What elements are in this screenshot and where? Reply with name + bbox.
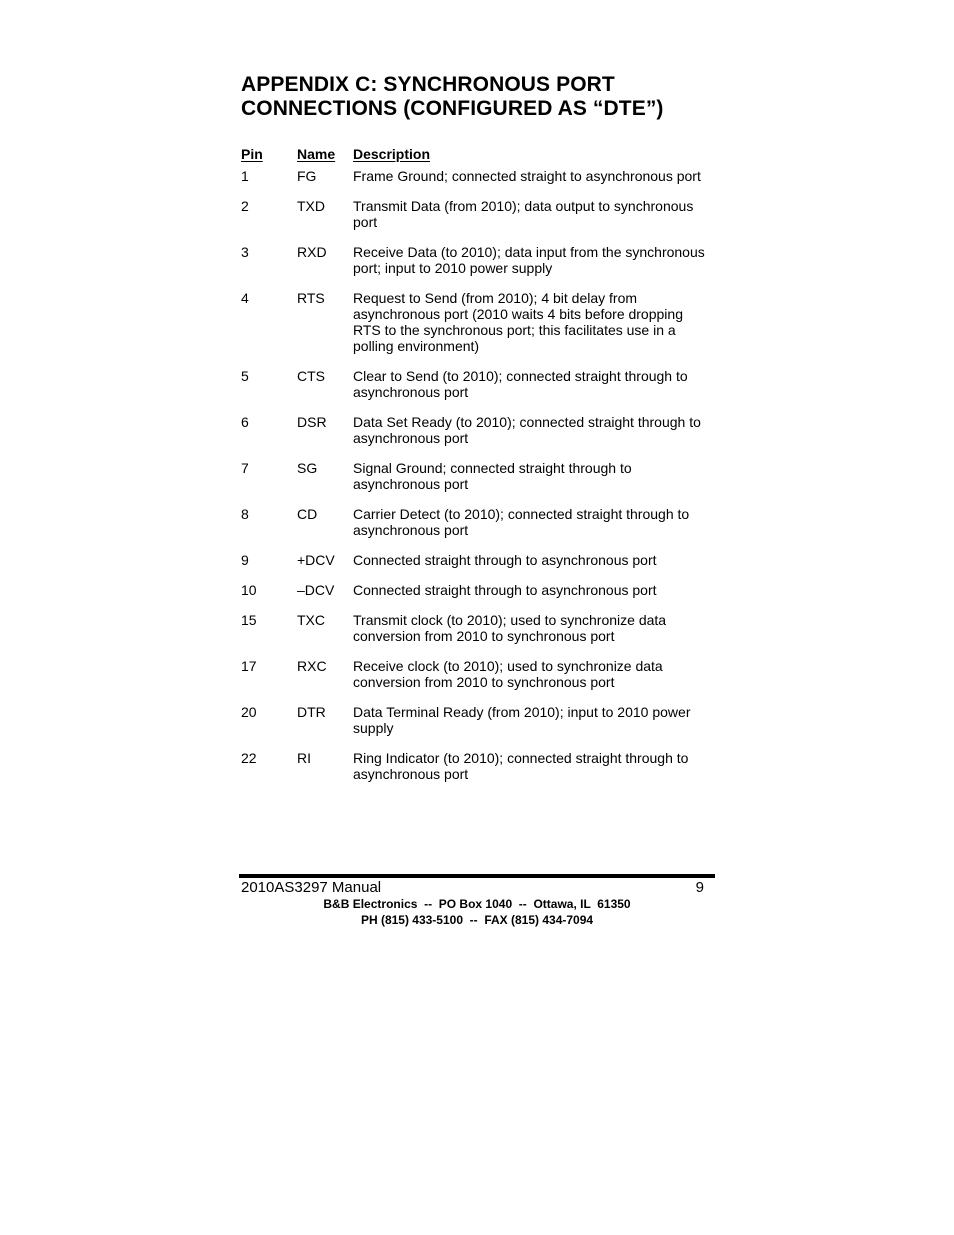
name-cell: RXC [297,658,327,674]
description-cell: Transmit clock (to 2010); used to synchronize data conversion from 2010 to synchronous port [353,612,667,644]
table-row [241,414,716,446]
pin-cell: 9 [241,552,249,568]
pin-cell: 5 [241,368,249,384]
pin-cell: 6 [241,414,249,430]
pin-cell: 3 [241,244,249,260]
table-row [241,658,716,690]
header-pin: Pin [241,146,263,162]
description-cell: Transmit Data (from 2010); data output to synchronous port [353,198,694,230]
table-row [241,368,716,400]
name-cell: –DCV [297,582,335,598]
table-row [241,506,716,538]
name-cell: RI [297,750,311,766]
footer-page-number: 9 [695,879,704,896]
table-row [241,612,716,644]
table-row [241,244,716,276]
page-title-line-2: CONNECTIONS (CONFIGURED AS “DTE”) [241,97,664,120]
table-row [241,704,716,736]
table-row [241,168,716,184]
page-title [241,73,761,121]
table-row [241,460,716,492]
pin-cell: 15 [241,612,257,628]
pin-cell: 17 [241,658,257,674]
pin-cell: 2 [241,198,249,214]
table-row [241,750,716,782]
description-cell: Ring Indicator (to 2010); connected straight through to asynchronous port [353,750,689,782]
pin-cell: 4 [241,290,249,306]
table-body [241,168,716,782]
description-cell: Frame Ground; connected straight to asynchronous port [353,168,701,184]
table-row [241,198,716,230]
pin-cell: 10 [241,582,257,598]
name-cell: +DCV [297,552,335,568]
name-cell: TXD [297,198,325,214]
footer-company-line: B&B Electronics -- PO Box 1040 -- Ottawa, IL 61350 [323,897,631,911]
name-cell: DSR [297,414,327,430]
description-cell: Signal Ground; connected straight through to asynchronous port [353,460,632,492]
pin-cell: 1 [241,168,249,184]
footer-rule [239,874,715,878]
name-cell: CD [297,506,318,522]
description-cell: Data Terminal Ready (from 2010); input to 2010 power supply [353,704,691,736]
footer-manual-title: 2010AS3297 Manual [241,879,382,896]
description-cell: Clear to Send (to 2010); connected straight through to asynchronous port [353,368,688,400]
description-cell: Receive clock (to 2010); used to synchronize data conversion from 2010 to synchronous port [353,658,663,690]
description-cell: Request to Send (from 2010); 4 bit delay from asynchronous port (2010 waits 4 bits before dropping RTS to the synchronous port; this facilitates use in a polling environment) [353,290,683,354]
name-cell: RXD [297,244,327,260]
table-row [241,290,716,354]
description-cell: Data Set Ready (to 2010); connected straight through to asynchronous port [353,414,701,446]
name-cell: CTS [297,368,325,384]
name-cell: DTR [297,704,326,720]
name-cell: SG [297,460,318,476]
pin-table [241,146,716,782]
pin-cell: 22 [241,750,257,766]
description-cell: Connected straight through to asynchronous port [353,552,657,568]
description-cell: Carrier Detect (to 2010); connected straight through to asynchronous port [353,506,690,538]
table-header [241,146,716,168]
pin-cell: 20 [241,704,257,720]
header-name: Name [297,146,336,162]
name-cell: RTS [297,290,325,306]
page-title-line-1: APPENDIX C: SYNCHRONOUS PORT [241,73,615,96]
name-cell: TXC [297,612,325,628]
pin-cell: 8 [241,506,249,522]
header-description: Description [353,146,431,162]
pin-cell: 7 [241,460,249,476]
name-cell: FG [297,168,317,184]
footer-contact-line: PH (815) 433-5100 -- FAX (815) 434-7094 [360,913,594,927]
description-cell: Receive Data (to 2010); data input from the synchronous port; input to 2010 power supply [353,244,705,276]
table-row [241,582,716,598]
description-cell: Connected straight through to asynchronous port [353,582,657,598]
table-row [241,552,716,568]
